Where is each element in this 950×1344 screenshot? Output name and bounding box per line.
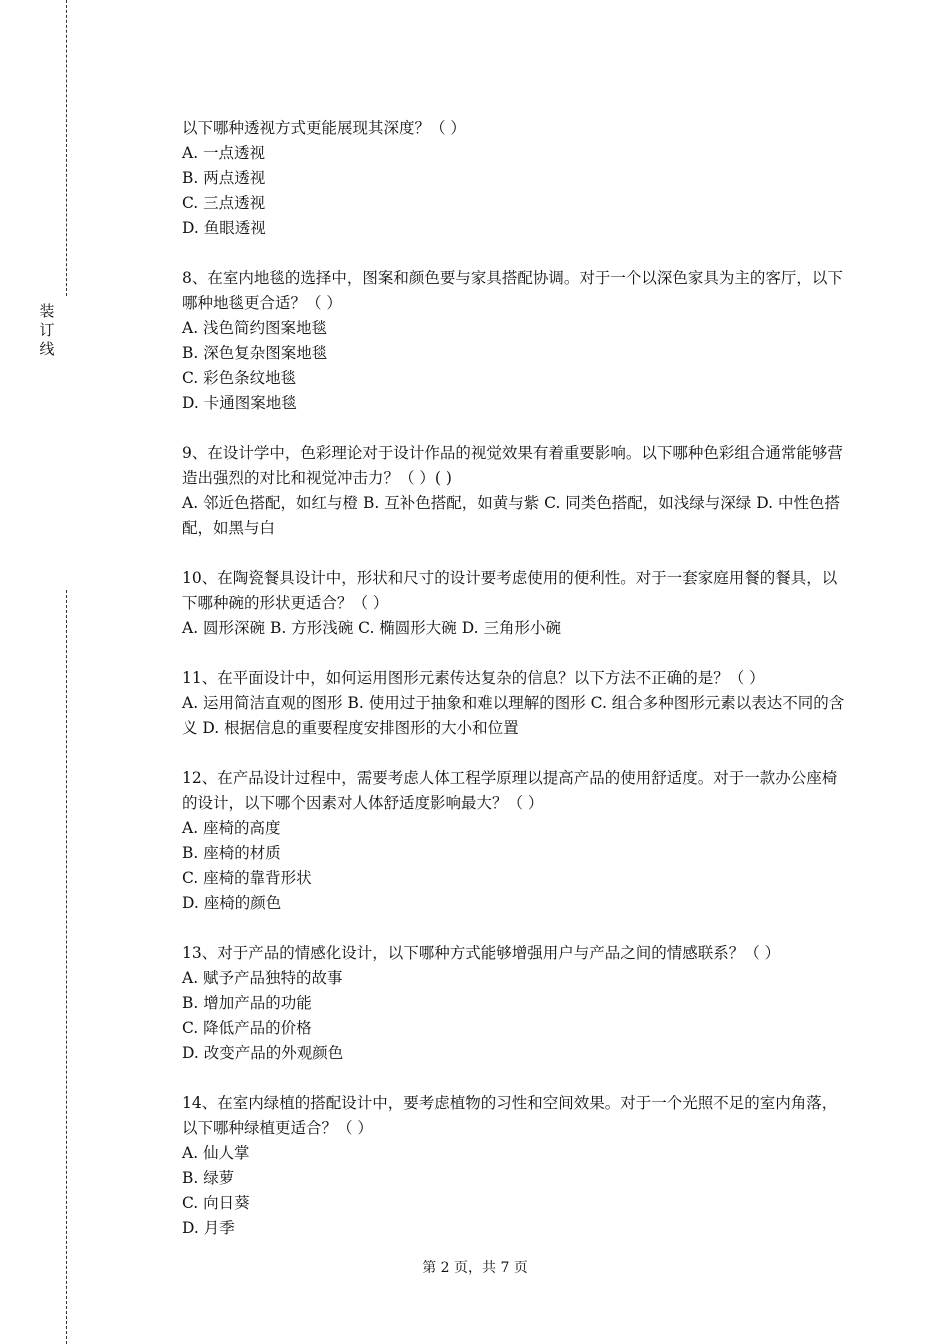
question-12 [182, 766, 852, 916]
question-stem: 11、在平面设计中，如何运用图形元素传达复杂的信息？以下方法不正确的是？（ ） [182, 669, 765, 687]
question-option: C. 座椅的靠背形状 [182, 869, 312, 887]
question-option: A. 一点透视 [182, 144, 266, 162]
question-7 [182, 116, 852, 241]
question-option: B. 绿萝 [182, 1169, 235, 1187]
question-option: D. 月季 [182, 1219, 235, 1237]
question-13 [182, 941, 852, 1066]
question-option: D. 卡通图案地毯 [182, 394, 297, 412]
binding-char: 装 [39, 302, 55, 320]
question-option: A. 赋予产品独特的故事 [182, 969, 343, 987]
question-stem: 14、在室内绿植的搭配设计中，要考虑植物的习性和空间效果。对于一个光照不足的室内角落，以下哪种绿植更适合？（ ） [182, 1094, 838, 1137]
question-11 [182, 666, 852, 741]
question-stem: 9、在设计学中，色彩理论对于设计作品的视觉效果有着重要影响。以下哪种色彩组合通常能够营造出强烈的对比和视觉冲击力？（ ）( ) [182, 444, 843, 487]
page-number-footer: 第 2 页，共 7 页 [422, 1260, 528, 1276]
question-option: A. 座椅的高度 [182, 819, 281, 837]
question-stem: 13、对于产品的情感化设计，以下哪种方式能够增强用户与产品之间的情感联系？（ ） [182, 944, 781, 962]
binding-dashed-line-top [66, 0, 67, 296]
question-options-inline: A. 邻近色搭配，如红与橙 B. 互补色搭配，如黄与紫 C. 同类色搭配，如浅绿与深绿 D. 中性色搭配，如黑与白 [182, 494, 840, 537]
question-options-inline: A. 运用简洁直观的图形 B. 使用过于抽象和难以理解的图形 C. 组合多种图形元素以表达不同的含义 D. 根据信息的重要程度安排图形的大小和位置 [182, 694, 845, 737]
binding-line-label [38, 302, 56, 359]
question-option: B. 深色复杂图案地毯 [182, 344, 328, 362]
question-option: A. 浅色简约图案地毯 [182, 319, 328, 337]
question-option: B. 增加产品的功能 [182, 994, 312, 1012]
question-option: D. 座椅的颜色 [182, 894, 282, 912]
binding-char: 线 [39, 340, 55, 358]
question-stem: 以下哪种透视方式更能展现其深度？（ ） [182, 119, 466, 137]
question-stem: 8、在室内地毯的选择中，图案和颜色要与家具搭配协调。对于一个以深色家具为主的客厅，以下哪种地毯更合适？（ ） [182, 269, 843, 312]
question-option: B. 座椅的材质 [182, 844, 281, 862]
question-8 [182, 266, 852, 416]
question-option: D. 鱼眼透视 [182, 219, 266, 237]
question-option: C. 向日葵 [182, 1194, 250, 1212]
question-list [182, 116, 852, 1266]
binding-dashed-line-bottom [66, 590, 67, 1344]
question-9 [182, 441, 852, 541]
question-stem: 12、在产品设计过程中，需要考虑人体工程学原理以提高产品的使用舒适度。对于一款办公座椅的设计，以下哪个因素对人体舒适度影响最大？（ ） [182, 769, 838, 812]
question-option: D. 改变产品的外观颜色 [182, 1044, 344, 1062]
question-option: B. 两点透视 [182, 169, 266, 187]
question-option: A. 仙人掌 [182, 1144, 250, 1162]
question-option: C. 彩色条纹地毯 [182, 369, 297, 387]
question-options-inline: A. 圆形深碗 B. 方形浅碗 C. 椭圆形大碗 D. 三角形小碗 [182, 619, 561, 637]
binding-char: 订 [39, 321, 55, 339]
question-10 [182, 566, 852, 641]
question-option: C. 三点透视 [182, 194, 266, 212]
question-stem: 10、在陶瓷餐具设计中，形状和尺寸的设计要考虑使用的便利性。对于一套家庭用餐的餐具，以下哪种碗的形状更适合？（ ） [182, 569, 838, 612]
question-option: C. 降低产品的价格 [182, 1019, 312, 1037]
question-14 [182, 1091, 852, 1241]
